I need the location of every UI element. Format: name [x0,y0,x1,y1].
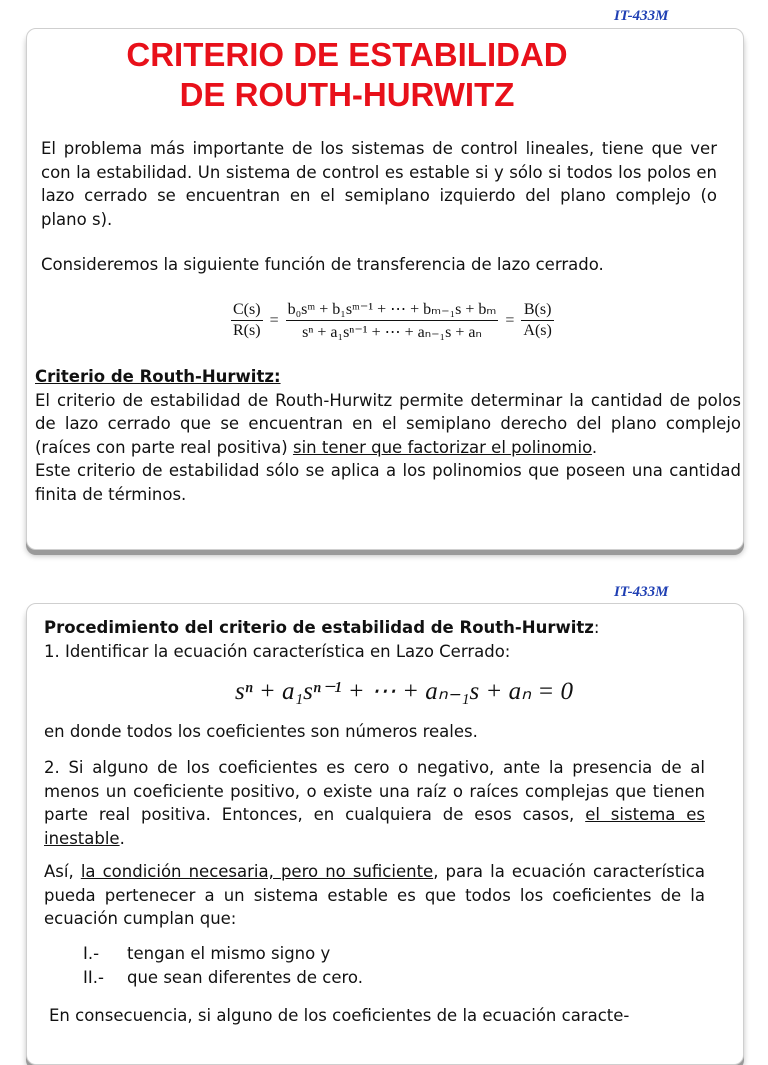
lhs-fraction [231,301,263,340]
condition-text: , para la ecuación característica pueda pertenecer a un sistema estable es que todos los coeficientes de la ecuación cumplan que: [44,862,705,928]
criterion-finite-terms: Este criterio de estabilidad sólo se aplica a los polinomios que poseen una cantidad finita de términos. [35,461,741,504]
list-item-number: II.- [83,967,104,987]
slide-title [27,35,667,115]
middle-denominator: sⁿ + a₁sⁿ⁻¹ + ⋯ + aₙ₋₁s + aₙ [302,324,482,341]
slide-code-tag: IT-433M [614,8,669,24]
lhs-numerator: C(s) [231,301,263,321]
equals-sign: = [269,311,279,329]
step-2-text-end: . [119,828,125,848]
slide-1 [26,28,744,550]
procedure-heading-colon: : [593,618,600,637]
slide-code-tag: IT-433M [614,584,669,600]
condition-text-start: Así, [44,862,81,881]
characteristic-equation: sⁿ + a₁sⁿ⁻¹ + ⋯ + aₙ₋₁s + aₙ = 0 [235,678,573,705]
middle-numerator: b₀sᵐ + b₁sᵐ⁻¹ + ⋯ + bₘ₋₁s + bₘ [286,299,499,321]
step-2 [44,756,705,850]
lhs-denominator: R(s) [233,322,261,339]
step-1: 1. Identificar la ecuación característica en Lazo Cerrado: [44,641,511,661]
procedure-heading-line [44,616,714,663]
rhs-numerator: B(s) [521,301,553,321]
title-line-1: CRITERIO DE ESTABILIDAD [126,36,568,73]
condition-underlined-text: la condición necesaria, pero no suficiente [80,862,434,881]
list-item [83,942,363,966]
criterion-text: El criterio de estabilidad de Routh-Hurwitz permite determinar la cantidad de polos de lazo cerrado que se encuentran en el semiplano derecho del plano complejo (raíces con parte real positiva) [35,390,741,457]
title-line-2: DE ROUTH-HURWITZ [179,76,515,113]
rhs-denominator: A(s) [523,322,552,339]
slide-2 [26,603,744,1065]
coefficients-real-text: en donde todos los coeficientes son números reales. [44,722,478,741]
procedure-heading: Procedimiento del criterio de estabilidad de Routh-Hurwitz [44,618,594,637]
unstable-system-text: el sistema es inestable [44,805,705,848]
necessary-condition [44,860,705,931]
equals-sign: = [505,311,515,329]
middle-fraction [286,299,499,342]
step-2-text: 2. Si alguno de los coeficientes es cero o negativo, ante la presencia de al menos un coeficiente positivo, o existe una raíz o raíces complejas que tienen parte real positiva. Entonces, en cualquiera de esos casos, [44,758,705,824]
consider-paragraph: Consideremos la siguiente función de transferencia de lazo cerrado. [41,255,604,274]
rhs-fraction [521,301,553,340]
transfer-function-equation [231,299,554,342]
criterion-section [35,365,741,506]
list-item-number: I.- [83,944,100,963]
condition-list [83,942,363,989]
list-item [83,966,363,990]
consequence-text: En consecuencia, si alguno de los coeficientes de la ecuación caracte- [49,1006,630,1025]
intro-paragraph: El problema más importante de los sistemas de control lineales, tiene que ver con la estabilidad. Un sistema de control es estable si y sólo si todos los polos en lazo cerrado se encuentran en el semiplano izquierdo del plano complejo (o plano s). [41,139,717,229]
criterion-text-end: . [591,437,598,457]
criterion-heading: Criterio de Routh-Hurwitz: [35,367,281,386]
list-item-text: que sean diferentes de cero. [127,967,363,987]
list-item-text: tengan el mismo signo y [127,944,331,963]
criterion-underlined-text: sin tener que factorizar el polinomio [292,437,592,457]
